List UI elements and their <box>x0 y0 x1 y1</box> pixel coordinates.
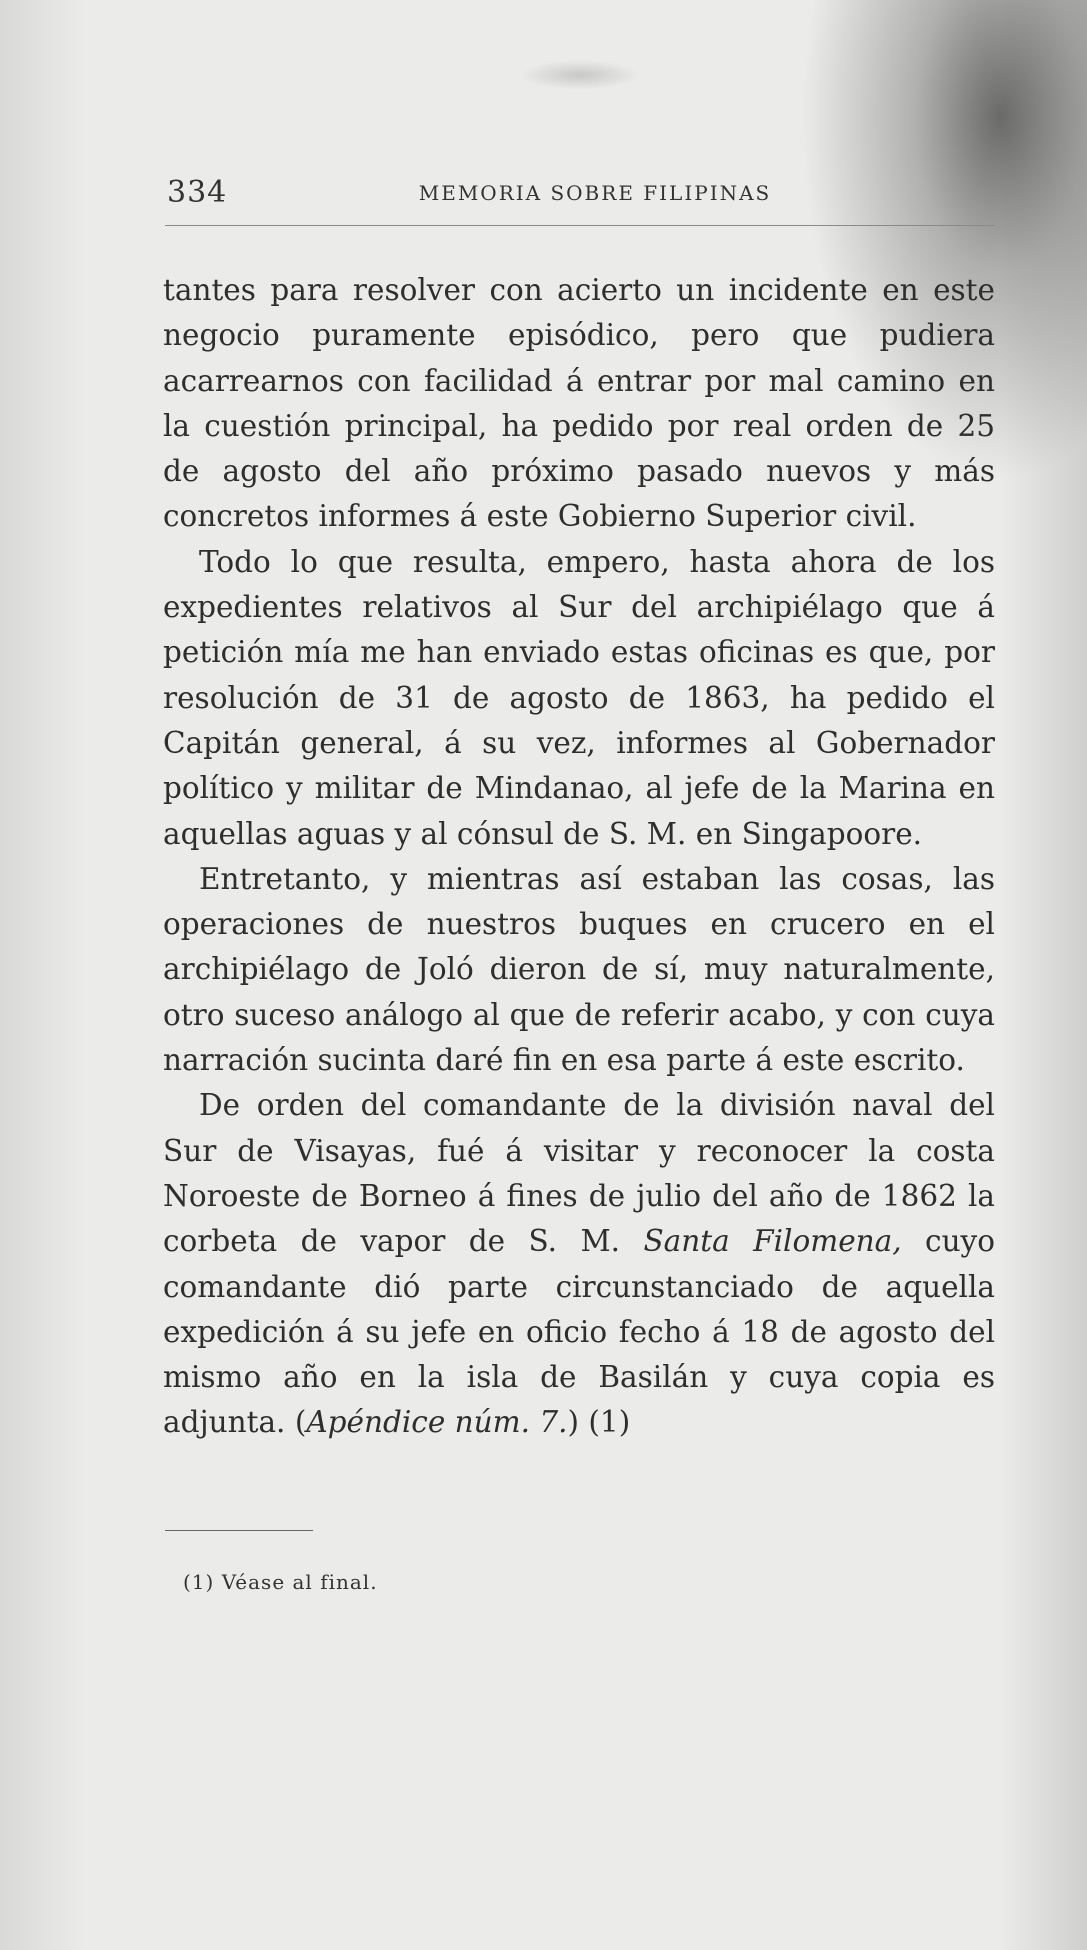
paragraph-4-text-a: De orden del comandante de la división naval del Sur de Visayas, fué á visitar y reconocer la costa Noroeste de Borneo á fines de julio del año de 1862 la corbeta de vapor de S. M. <box>163 1088 995 1259</box>
page-header <box>165 175 995 226</box>
page-number: 334 <box>167 175 228 210</box>
paragraph-4-text-b: cuyo comandante dió parte circunstanciado de aquella expedición á su jefe en oficio fecho á 18 de agosto del mismo año en la isla de Basilán y cuya copia es adjunta. ( <box>163 1224 995 1440</box>
paragraph-4-text-c: ) (1) <box>567 1405 631 1440</box>
footnote: (1) Véase al final. <box>183 1570 378 1594</box>
paragraph-1: tantes para resolver con acierto un incidente en este negocio puramente episódico, pero que pudiera acarrearnos con facilidad á entrar por mal camino en la cuestión principal, ha pedido por real orden de 25 de agosto del año próximo pasado nuevos y más concretos informes á este Gobierno Superior civil. <box>163 273 995 534</box>
paragraph-3: Entretanto, y mientras así estaban las cosas, las operaciones de nuestros buques en crucero en el archipiélago de Joló dieron de sí, muy naturalmente, otro suceso análogo al que de referir acabo, y con cuya narración sucinta daré fin en esa parte á este escrito. <box>163 861 995 1078</box>
paragraph-4 <box>163 1083 995 1445</box>
page-smudge <box>520 60 640 90</box>
ship-name: Santa Filomena, <box>643 1224 902 1259</box>
body-text <box>163 268 995 1446</box>
footnote-divider <box>165 1530 313 1531</box>
paragraph-2: Todo lo que resulta, empero, hasta ahora de los expedientes relativos al Sur del archipiélago que á petición mía me han enviado estas oficinas es que, por resolución de 31 de agosto de 1863, ha pedido el Capitán general, á su vez, informes al Gobernador político y militar de Mindanao, al jefe de la Marina en aquellas aguas y al cónsul de S. M. en Singapoore. <box>163 544 995 851</box>
appendix-reference: Apéndice núm. 7. <box>306 1405 568 1440</box>
running-title: MEMORIA SOBRE FILIPINAS <box>418 181 772 205</box>
